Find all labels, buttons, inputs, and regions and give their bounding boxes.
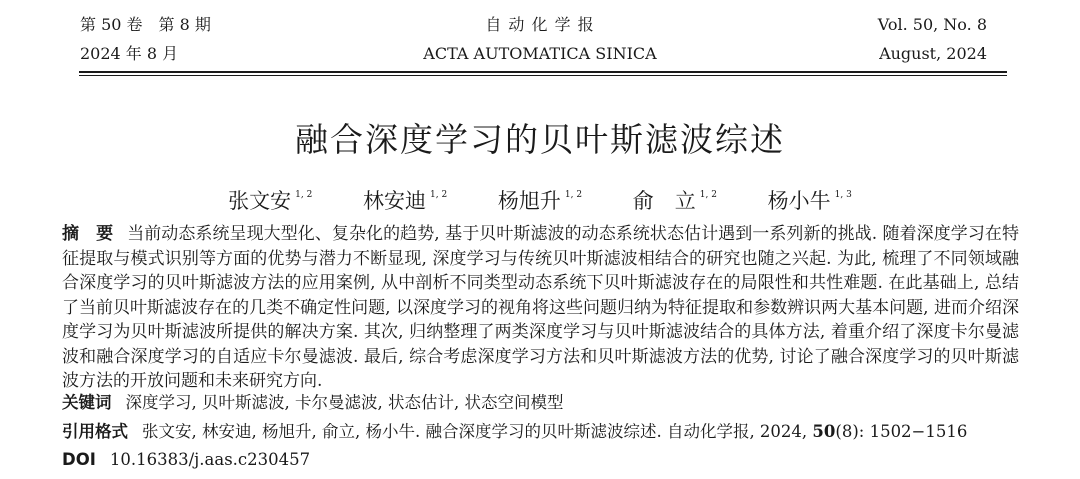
author xyxy=(363,180,447,216)
author-name: 林安迪 xyxy=(363,189,427,213)
abstract-label: 摘 要 xyxy=(62,224,114,244)
author xyxy=(768,180,852,216)
author-name: 张文安 xyxy=(228,189,292,213)
header-rule-thick xyxy=(79,71,1007,73)
citation-volume: 50 xyxy=(812,422,836,441)
paper-title: 融合深度学习的贝叶斯滤波综述 xyxy=(295,120,785,159)
volume-issue-en: Vol. 50, No. 8 xyxy=(877,15,987,34)
citation-label: 引用格式 xyxy=(62,422,128,441)
date-cn: 2024 年 8 月 xyxy=(80,44,179,63)
author xyxy=(498,180,582,216)
abstract-text: 当前动态系统呈现大型化、复杂化的趋势, 基于贝叶斯滤波的动态系统状态估计遇到一系列新的挑战. 随着深度学习在特征提取与模式识别等方面的优势与潜力不断显现, 深度学习与传统贝叶斯滤波相结合的研究也随之兴起. 为此, 梳理了不同领域融合深度学习的贝叶斯滤波方法的应用案例, 从中剖析不同类型动态系统下贝叶斯滤波存在的局限性和共性难题. 在此基础上, 总结了当前贝叶斯滤波存在的几类不确定性问题, 以深度学习的视角将这些问题归纳为特征提取和参数辨识两大基本问题, 进而介绍深度学习为贝叶斯滤波所提供的解决方案. 其次, 归纳整理了两类深度学习与贝叶斯滤波结合的具体方法, 着重介绍了深度卡尔曼滤波和融合深度学习的自适应卡尔曼滤波. 最后, 综合考虑深度学习方法和贝叶斯滤波方法的优势, 讨论了融合深度学习的贝叶斯滤波方法的开放问题和未来研究方向. xyxy=(62,224,1019,391)
volume-issue-cn: 第 50 卷 第 8 期 xyxy=(80,15,211,34)
date-en: August, 2024 xyxy=(879,44,987,63)
journal-name-en: ACTA AUTOMATICA SINICA xyxy=(423,44,657,63)
journal-name-cn: 自 动 化 学 报 xyxy=(485,15,595,34)
keywords-text: 深度学习, 贝叶斯滤波, 卡尔曼滤波, 状态估计, 状态空间模型 xyxy=(125,393,564,412)
author-affiliation: 1, 2 xyxy=(699,190,717,200)
author-name: 杨小牛 xyxy=(767,189,831,213)
author-name: 俞 立 xyxy=(632,189,696,213)
citation-pages: (8): 1502−1516 xyxy=(835,422,968,441)
doi xyxy=(62,449,310,471)
abstract xyxy=(62,222,1019,394)
citation-text: 张文安, 林安迪, 杨旭升, 俞立, 杨小牛. 融合深度学习的贝叶斯滤波综述. 自动化学报, 2024, xyxy=(142,422,813,441)
doi-link[interactable]: 10.16383/j.aas.c230457 xyxy=(109,450,311,469)
author-list xyxy=(0,180,1080,216)
keywords-label: 关键词 xyxy=(62,393,112,412)
author xyxy=(633,180,717,216)
author-affiliation: 1, 2 xyxy=(564,190,583,200)
author-name: 杨旭升 xyxy=(497,189,561,213)
author-affiliation: 1, 2 xyxy=(430,190,448,200)
keywords xyxy=(62,392,563,414)
doi-label: DOI xyxy=(62,450,96,469)
citation xyxy=(62,421,967,443)
header-rule-thin xyxy=(79,75,1007,76)
author-affiliation: 1, 3 xyxy=(834,190,852,200)
author-affiliation: 1, 2 xyxy=(295,190,313,200)
author xyxy=(228,180,312,216)
